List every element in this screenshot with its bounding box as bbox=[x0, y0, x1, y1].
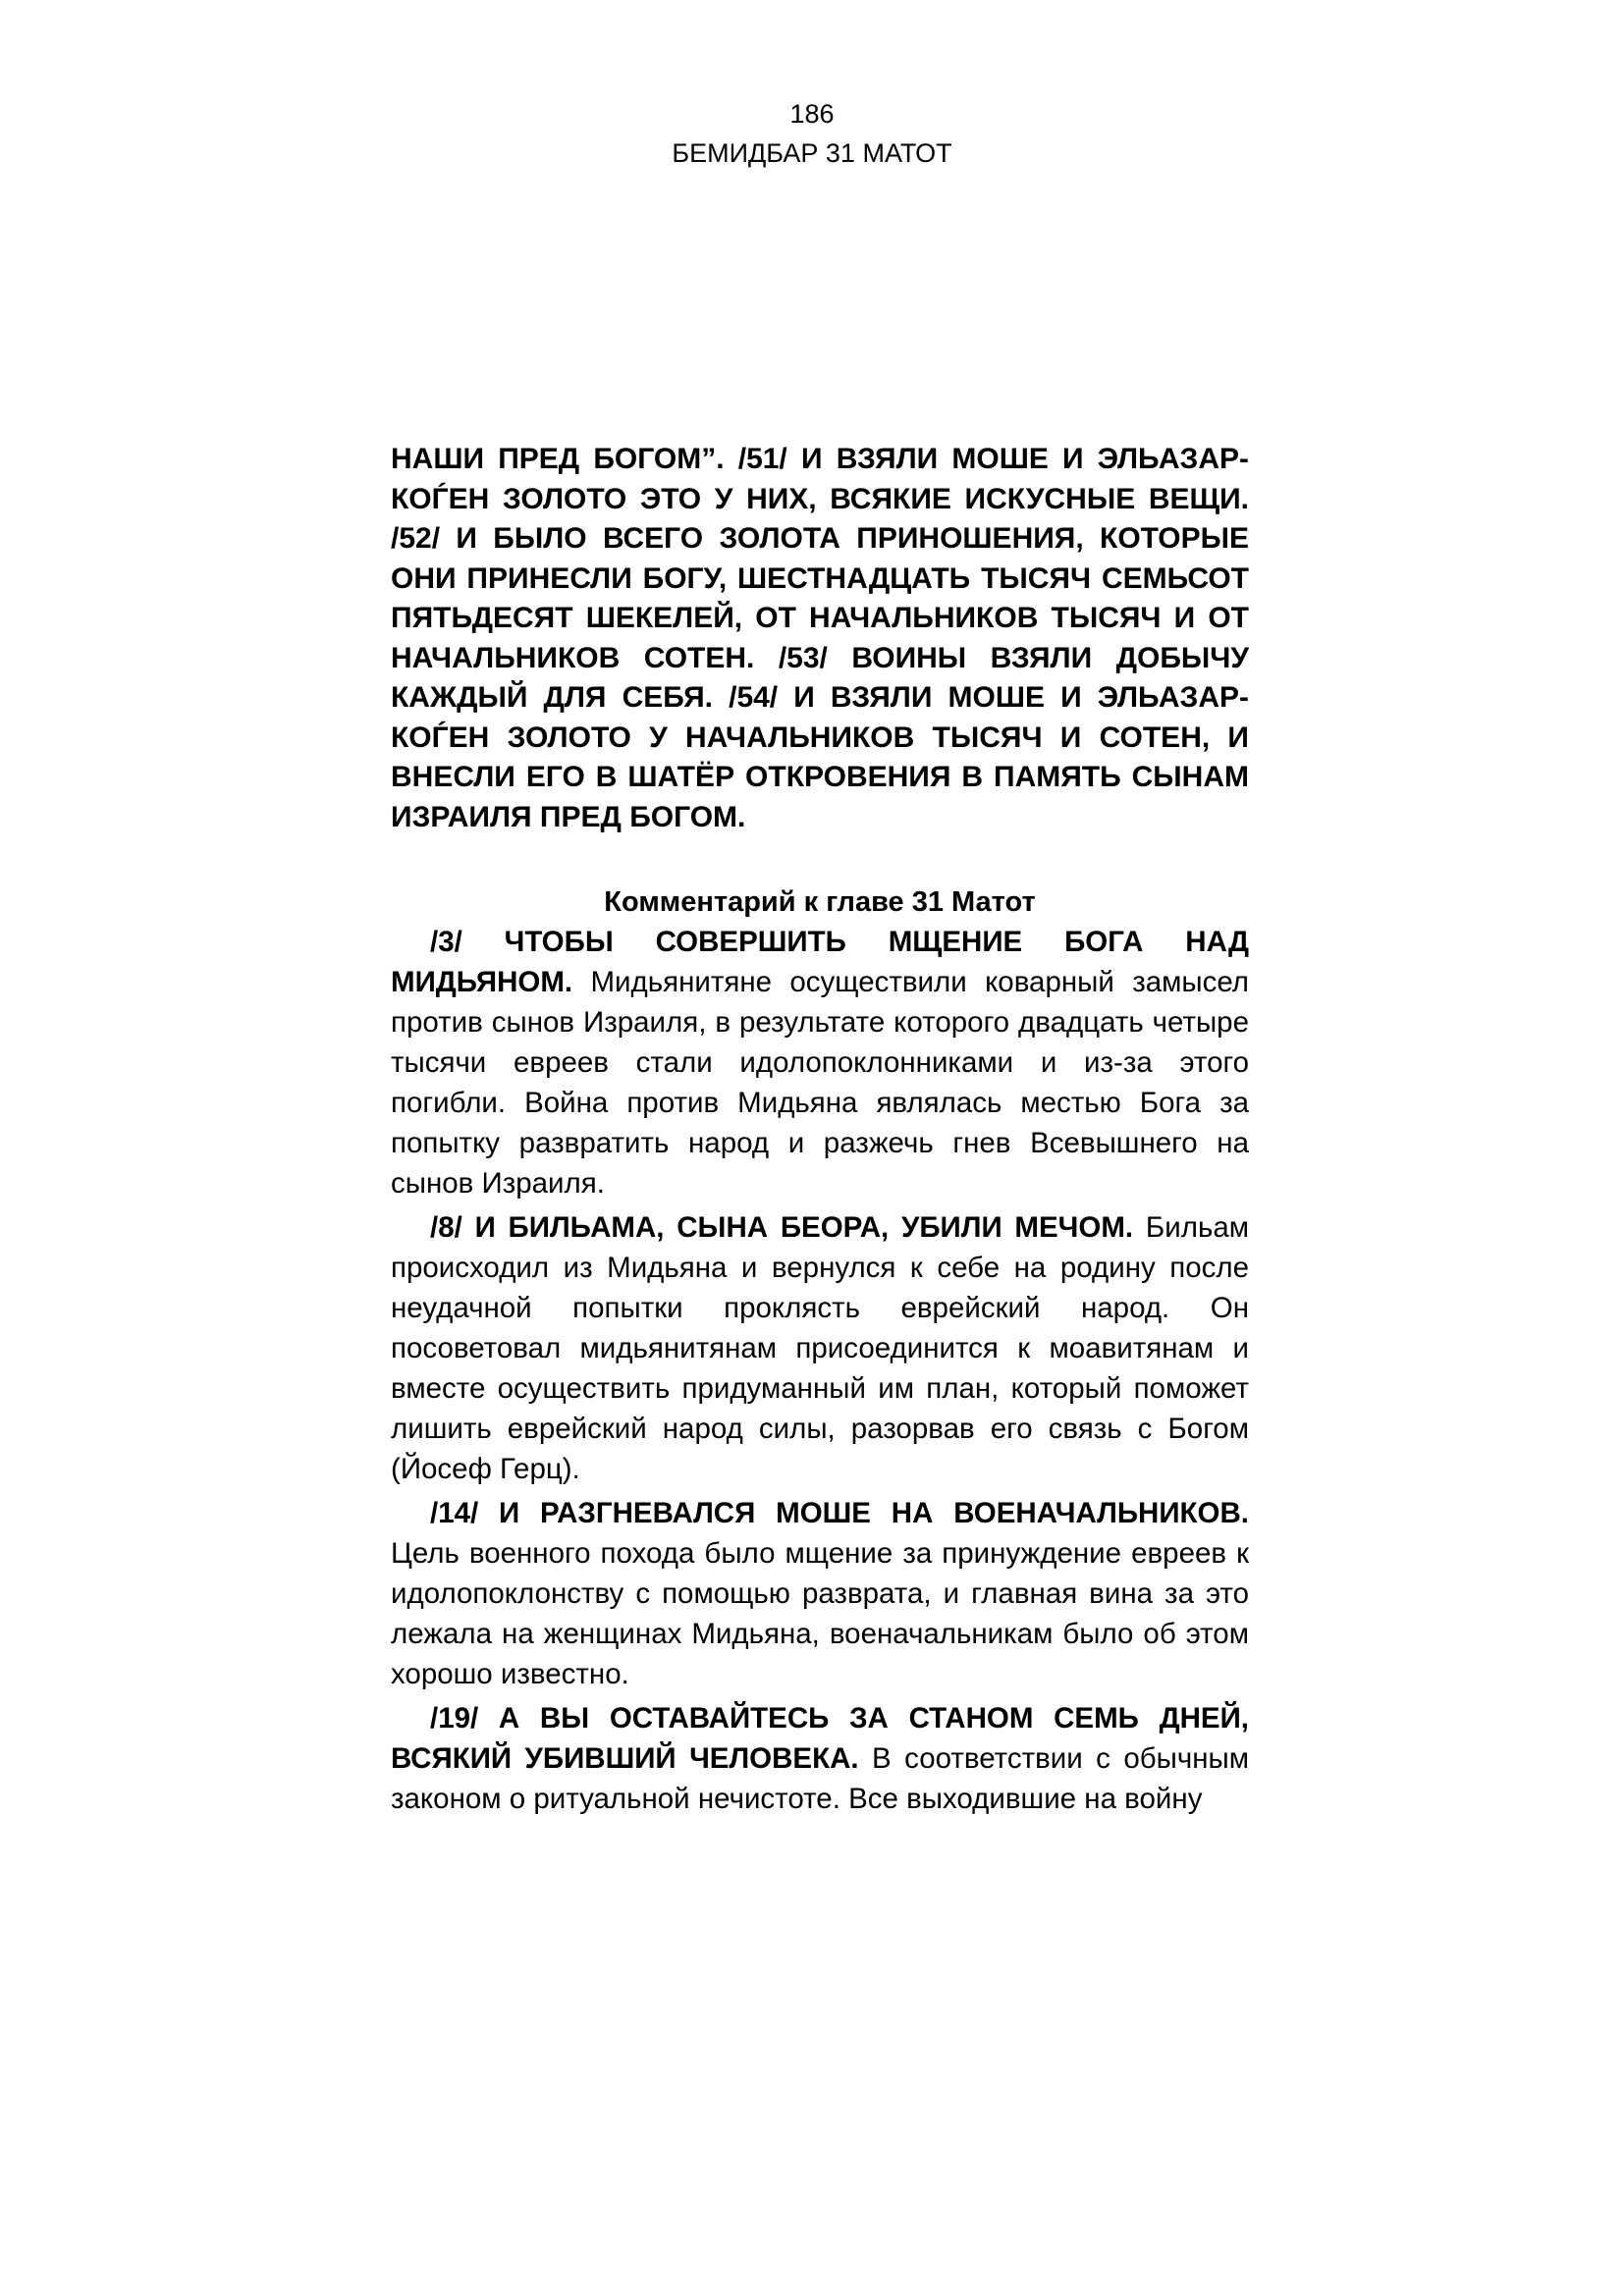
commentary-item bbox=[391, 1698, 1249, 1819]
commentary-lemma: /8/ И БИЛЬАМА, СЫНА БЕОРА, УБИЛИ МЕЧОМ. bbox=[430, 1211, 1134, 1244]
page-header bbox=[0, 94, 1624, 173]
torah-text-paragraph: НАШИ ПРЕД БОГОМ”. /51/ И ВЗЯЛИ МОШЕ И ЭЛЬАЗАР-КОЃЕН ЗОЛОТО ЭТО У НИХ, ВСЯКИЕ ИСКУСНЫЕ ВЕЩИ. /52/ И БЫЛО ВСЕГО ЗОЛОТА ПРИНОШЕНИЯ, КОТОРЫЕ ОНИ ПРИНЕСЛИ БОГУ, ШЕСТНАДЦАТЬ ТЫСЯЧ СЕМЬСОТ ПЯТЬДЕСЯТ ШЕКЕЛЕЙ, ОТ НАЧАЛЬНИКОВ ТЫСЯЧ И ОТ НАЧАЛЬНИКОВ СОТЕН. /53/ ВОИНЫ ВЗЯЛИ ДОБЫЧУ КАЖДЫЙ ДЛЯ СЕБЯ. /54/ И ВЗЯЛИ МОШЕ И ЭЛЬАЗАР-КОЃЕН ЗОЛОТО У НАЧАЛЬНИКОВ ТЫСЯЧ И СОТЕН, И ВНЕСЛИ ЕГО В ШАТЁР ОТКРОВЕНИЯ В ПАМЯТЬ СЫНАМ ИЗРАИЛЯ ПРЕД БОГОМ. bbox=[391, 443, 1249, 833]
commentary-text: Цель военного похода было мщение за принуждение евреев к идолопоклонству с помощью разврата, и главная вина за это лежала на женщинах Мидьяна, военачальникам было об этом хорошо известно. bbox=[391, 1537, 1249, 1690]
commentary-text: Мидьянитяне осуществили коварный замысел против сынов Израиля, в результате которого двадцать четыре тысячи евреев стали идолопоклонниками и из-за этого погибли. Война против Мидьяна являлась местью Бога за попытку развратить народ и разжечь гнев Всевышнего на сынов Израиля. bbox=[391, 966, 1249, 1200]
commentary-text: Бильам происходил из Мидьяна и вернулся к себе на родину после неудачной попытки проклясть еврейский народ. Он посоветовал мидьянитянам присоединится к моавитянам и вместе осуществить придуманный им план, который поможет лишить еврейский народ силы, разорвав его связь с Богом (Йосеф Герц). bbox=[391, 1211, 1250, 1485]
commentary-item bbox=[391, 1207, 1249, 1489]
commentary-title: Комментарий к главе 31 Матот bbox=[604, 886, 1036, 918]
commentary-lemma: /3/ ЧТОБЫ СОВЕРШИТЬ МЩЕНИЕ БОГА НАД МИДЬЯНОМ. bbox=[391, 926, 1249, 998]
commentary-item bbox=[391, 1493, 1249, 1694]
commentary-item bbox=[391, 922, 1249, 1203]
commentary-lemma: /19/ А ВЫ ОСТАВАЙТЕСЬ ЗА СТАНОМ СЕМЬ ДНЕЙ, ВСЯКИЙ УБИВШИЙ ЧЕЛОВЕКА. bbox=[391, 1702, 1249, 1775]
commentary-text: В соответствии с обычным законом о ритуальной нечистоте. Все выходившие на войну bbox=[391, 1742, 1249, 1815]
page-number: 186 bbox=[789, 99, 835, 129]
torah-text-block bbox=[391, 440, 1249, 837]
page-body bbox=[391, 440, 1249, 1823]
commentary-lemma: /14/ И РАЗГНЕВАЛСЯ МОШЕ НА ВОЕНАЧАЛЬНИКОВ. bbox=[430, 1497, 1249, 1529]
running-title: БЕМИДБАР 31 МАТОТ bbox=[672, 138, 952, 168]
